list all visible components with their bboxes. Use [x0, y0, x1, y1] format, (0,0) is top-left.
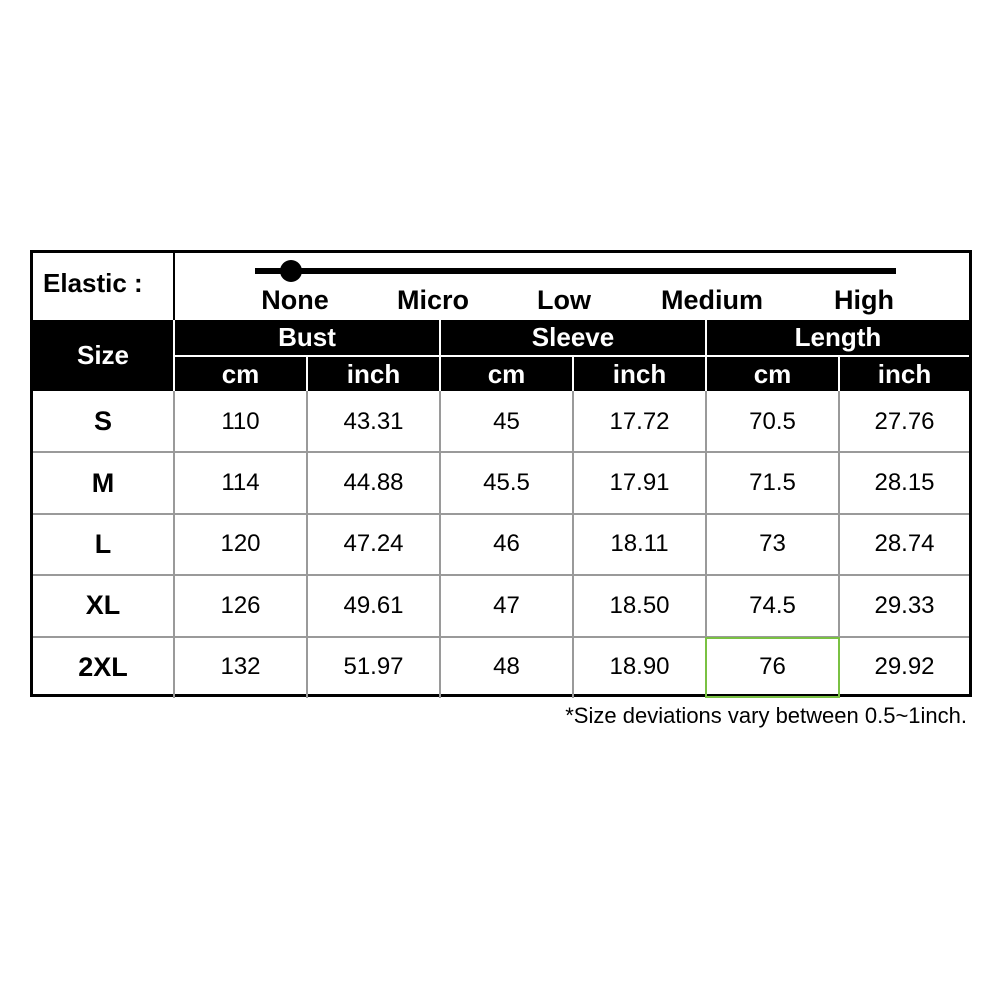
measurement-cell: 44.88	[343, 469, 404, 497]
measurement-cell: 47	[493, 591, 520, 619]
size-label: XL	[85, 590, 121, 621]
measurement-cell: 132	[220, 653, 261, 681]
bust-header: Bust	[278, 322, 336, 352]
size-label: M	[91, 467, 115, 498]
measurement-cell: 71.5	[749, 469, 796, 497]
elastic-indicator-knob	[280, 260, 302, 282]
length-header: Length	[794, 322, 882, 352]
measurement-cell: 76	[759, 653, 786, 681]
size-deviation-note: *Size deviations vary between 0.5~1inch.	[565, 703, 967, 728]
elastic-divider	[173, 253, 175, 320]
elastic-label: Elastic :	[43, 268, 143, 298]
measurement-cell: 74.5	[749, 591, 796, 619]
measurement-cell: 126	[220, 591, 261, 619]
unit-header-inch: inch	[877, 358, 932, 389]
measurement-cell: 73	[759, 530, 786, 558]
measurement-cell: 18.50	[609, 591, 670, 619]
highlighted-cell	[705, 637, 840, 698]
elastic-scale-track	[255, 268, 896, 274]
measurement-cell: 70.5	[749, 407, 796, 435]
measurement-cell: 47.24	[343, 530, 404, 558]
measurement-cell: 43.31	[343, 407, 404, 435]
size-label: S	[93, 406, 112, 437]
unit-header-inch: inch	[612, 358, 667, 389]
measurement-cell: 29.92	[874, 653, 935, 681]
size-column-header: Size	[76, 340, 130, 370]
elastic-level-micro: Micro	[396, 285, 470, 315]
measurement-cell: 110	[221, 407, 260, 435]
unit-header-cm: cm	[487, 358, 526, 389]
measurement-cell: 28.15	[874, 469, 935, 497]
measurement-cell: 17.72	[609, 407, 670, 435]
measurement-cell: 120	[220, 530, 261, 558]
measurement-cell: 45	[493, 407, 520, 435]
measurement-cell: 29.33	[874, 591, 935, 619]
measurement-cell: 49.61	[343, 591, 404, 619]
measurement-cell: 51.97	[343, 653, 404, 681]
elastic-level-high: High	[834, 285, 894, 315]
measurement-cell: 18.90	[609, 653, 670, 681]
unit-header-inch: inch	[346, 358, 401, 389]
elastic-level-none: None	[261, 285, 329, 315]
unit-header-cm: cm	[753, 358, 792, 389]
sleeve-header: Sleeve	[531, 322, 615, 352]
measurement-cell: 114	[221, 469, 260, 497]
measurement-cell: 27.76	[874, 407, 935, 435]
unit-header-cm: cm	[221, 358, 260, 389]
size-label: L	[94, 528, 112, 559]
size-chart	[30, 250, 972, 697]
measurement-cell: 28.74	[874, 530, 935, 558]
elastic-level-medium: Medium	[660, 285, 764, 315]
measurement-cell: 18.11	[610, 530, 669, 558]
measurement-cell: 46	[493, 530, 520, 558]
measurement-cell: 17.91	[609, 469, 670, 497]
measurement-cell: 45.5	[483, 469, 530, 497]
measurement-cell: 48	[493, 653, 520, 681]
elastic-level-low: Low	[537, 285, 591, 315]
size-label: 2XL	[78, 651, 128, 682]
